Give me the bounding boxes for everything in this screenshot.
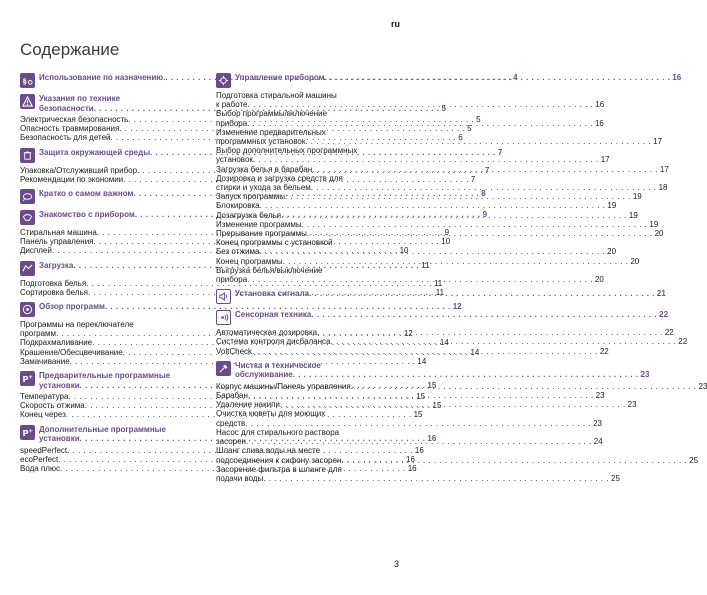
toc-section-title: Загрузка — [39, 260, 74, 270]
toc-page-ref: 12 — [452, 302, 462, 312]
toc-entry-label: подачи воды — [216, 473, 264, 483]
toc-entry-label: Очистка кюветы для моющих — [216, 409, 326, 419]
toc-entry-label: Загрузка белья в барабан — [216, 164, 313, 174]
toc-section-title: Использование по назначению. — [39, 73, 166, 82]
control-icon — [216, 73, 231, 88]
toc-entry-label: средств — [216, 418, 246, 428]
toc-page-ref: 23 — [593, 418, 602, 428]
toc-page-ref: 19 — [628, 210, 638, 220]
toc-section-heading[interactable] — [216, 309, 669, 326]
toc-entry[interactable] — [216, 127, 663, 147]
toc-page-ref: 14 — [439, 338, 449, 348]
dot-leader — [248, 100, 594, 109]
dot-leader — [280, 400, 626, 409]
toc-page-ref: 16 — [414, 445, 424, 455]
toc-page-ref: 12 — [403, 329, 413, 339]
toc-entry-label: Конец через — [20, 410, 66, 420]
appliance-icon — [20, 210, 35, 225]
toc-entry-label: Крашение/Обесцвечивание — [20, 347, 123, 357]
dot-leader — [259, 247, 605, 256]
dot-leader — [311, 310, 657, 320]
toc-entry-label: Выбор программы/включение — [216, 109, 328, 119]
toc-section-title: Кратко о самом важном — [39, 189, 134, 199]
language-code: ru — [391, 19, 400, 29]
toc-entry-label: Прерывание программы — [216, 229, 307, 239]
toc-page-ref: 10 — [399, 246, 409, 256]
toc-entry[interactable] — [216, 192, 642, 202]
toc-entry-label: Рекомендации по экономии — [20, 174, 124, 184]
toc-page-ref: 17 — [600, 155, 610, 165]
toc-page-ref: 14 — [470, 347, 480, 357]
toc-entry-label: Стиральная машина — [20, 228, 97, 238]
toc-entry-label: Изменение программы — [216, 219, 302, 229]
toc-page-ref: 8 — [481, 189, 486, 199]
toc-entry-label: Запуск программы — [216, 192, 286, 202]
toc-section-title: безопасности — [39, 103, 94, 113]
toc-entry-label: Дисплей — [20, 246, 52, 256]
toc-section-title: Дополнительные программные — [39, 424, 166, 434]
toc-page-ref: 16 — [594, 118, 604, 128]
toc-entry-label: Засорение фильтра в шланге для — [216, 464, 342, 474]
toc-section-title: установки — [39, 380, 80, 390]
toc-page-ref: 16 — [672, 73, 682, 82]
speaker-icon — [216, 289, 231, 304]
toc-section-title: обслуживание — [235, 370, 293, 380]
toc-entry-label: подсоединения к сифону засорен — [216, 455, 342, 465]
toc-entry-label: Насос для стирального раствора — [216, 427, 340, 437]
toc-page-ref: 6 — [458, 133, 463, 143]
toc-entry[interactable] — [216, 219, 659, 229]
toc-entry-label: программных установок — [216, 137, 306, 147]
toc-page-ref: 16 — [407, 464, 417, 474]
toc-entry-label: Упаковка/Отслуживший прибор — [20, 165, 138, 175]
toc-page-ref: 17 — [659, 164, 669, 174]
toc-page-ref: 25 — [689, 455, 699, 465]
toc-entry-label: Подкрахмаливание — [20, 338, 93, 348]
toc-entry-label: Замачивание — [20, 356, 70, 366]
toc-entry-label: Барабан — [216, 391, 248, 401]
toc-entry-label: Изменение предварительных — [216, 127, 326, 137]
toc-entry-label: Автоматическая дозировка — [216, 328, 318, 338]
toc-entry-label: к работе — [216, 100, 248, 110]
toc-page-ref: 18 — [658, 183, 668, 193]
toc-page-ref: 15 — [416, 392, 426, 402]
toc-entry-label: Программы на переключателе — [20, 320, 134, 330]
toc-entry-label: Удаление накипи — [216, 400, 280, 410]
toc-page-ref: 22 — [664, 328, 674, 338]
toc-entry-label: Электрическая безопасность — [20, 115, 129, 124]
toc-page-ref: 5 — [467, 124, 472, 134]
toc-page-ref: 10 — [441, 237, 451, 247]
toc-entry-label: программ — [20, 329, 57, 339]
dot-leader — [248, 391, 594, 400]
toc-page-ref: 17 — [653, 137, 663, 147]
toc-entry-label: Панель управления — [20, 237, 94, 247]
usage-icon — [20, 73, 35, 88]
toc-entry-label: Опасность травмирования — [20, 124, 120, 134]
toc-page-ref: 7 — [470, 174, 476, 184]
dot-leader — [311, 183, 657, 192]
dot-leader — [281, 211, 627, 220]
dot-leader — [351, 382, 697, 391]
toc-entry-label: VoltCheck — [216, 346, 253, 356]
toc-page-ref: 19 — [607, 201, 617, 211]
toc-entry-label: стирки и ухода за бельем — [216, 183, 311, 193]
svg-text:§: § — [22, 76, 27, 86]
toc-page-ref: 25 — [611, 473, 620, 483]
dot-leader — [263, 474, 609, 483]
toc-section-title: Предварительные программные — [39, 371, 171, 381]
toc-entry-label: Без отжима — [216, 247, 260, 257]
toc-page-ref: 11 — [435, 287, 445, 297]
svg-text:+: + — [28, 428, 34, 435]
toc-section-title: Сенсорная техника — [235, 310, 312, 320]
toc-entry-label: Температура — [20, 392, 69, 402]
toc-entry-label: Блокировка — [216, 201, 260, 211]
dot-leader — [247, 119, 593, 128]
toc-entry-label: speedPerfect — [20, 445, 68, 455]
toc-page-ref: 9 — [444, 228, 450, 238]
toc-page-ref: 5 — [441, 103, 446, 113]
toc-section-title: установки — [39, 434, 80, 444]
dot-leader — [302, 220, 648, 229]
toc-entry-label: Выбор дополнительных программных — [216, 146, 358, 156]
toc-page-ref: 22 — [599, 346, 609, 356]
sensor-icon — [216, 310, 231, 325]
toc-entry-label: прибора — [216, 118, 248, 128]
toc-section-title: Знакомство с прибором — [39, 210, 135, 220]
dot-leader — [312, 165, 658, 174]
svg-text:P: P — [22, 374, 29, 385]
dot-leader — [252, 347, 598, 356]
toc-page-ref: 24 — [593, 437, 603, 447]
toc-section-title: Обзор программ — [39, 302, 105, 312]
dot-leader — [325, 73, 671, 83]
toc-page-ref: 22 — [678, 337, 688, 347]
toc-entry-label: Система контроля дисбаланса — [216, 337, 331, 347]
toc-entry-label: Дозировка и загрузка средств для — [216, 173, 343, 183]
dot-leader — [307, 229, 653, 238]
toc-page-ref: 23 — [595, 391, 605, 401]
dot-leader — [246, 437, 592, 446]
extra-programs-icon — [20, 425, 35, 440]
svg-text:+: + — [28, 374, 34, 381]
toc-page-ref: 21 — [656, 289, 666, 299]
toc-page-ref: 23 — [698, 381, 707, 391]
toc-entry-label: Выгрузка белья/выключение — [216, 265, 323, 275]
preset-programs-icon — [20, 371, 35, 386]
toc-page-ref: 14 — [417, 356, 427, 366]
toc-entry-label: Скорость отжима — [20, 401, 85, 411]
toc-entry-label: Конец программы с установкой — [216, 238, 333, 248]
toc-entry[interactable] — [216, 164, 669, 174]
toc-page-ref: 22 — [659, 310, 669, 320]
toc-entry-label: Подготовка белья — [20, 278, 87, 288]
dot-leader — [245, 419, 591, 428]
dot-leader — [330, 337, 676, 346]
toc-entry-label: Шланг слива воды на месте — [216, 446, 321, 456]
toc-entry-label: Вода плюс — [20, 464, 60, 474]
toc-page-ref: 15 — [427, 380, 437, 390]
toc-page-ref: 15 — [432, 401, 442, 411]
toc-page-ref: 5 — [476, 115, 481, 124]
dot-leader — [305, 137, 651, 146]
toc-page-ref: 11 — [421, 260, 430, 270]
toc-entry-label: Подготовка стиральной машины — [216, 91, 337, 100]
loading-icon — [20, 261, 35, 276]
toc-page-ref: 16 — [406, 454, 415, 464]
toc-page-ref: 20 — [654, 229, 664, 239]
toc-entry[interactable] — [216, 109, 604, 128]
toc-entry-label: Конец программы — [216, 256, 283, 266]
toc-entry-label: установок — [216, 155, 253, 165]
toc-entry-label: прибора — [216, 275, 248, 285]
toc-page-ref: 7 — [497, 147, 503, 157]
toc-entry[interactable] — [216, 146, 610, 165]
toc-entry-label: Безопасность для детей — [20, 133, 111, 143]
svg-text:P: P — [22, 427, 29, 438]
dot-leader — [293, 370, 639, 380]
environment-icon — [20, 148, 35, 163]
toc-page-ref: 20 — [630, 256, 640, 266]
toc-page-ref: 23 — [640, 370, 650, 380]
brief-icon — [20, 189, 35, 204]
programs-icon — [20, 302, 35, 317]
toc-entry-label: Сортировка белья — [20, 287, 88, 297]
page-title: Содержание — [20, 40, 120, 59]
dot-leader — [317, 328, 663, 337]
toc-page-ref: 19 — [632, 192, 642, 202]
toc-entry[interactable] — [216, 201, 617, 211]
toc-page-ref: 16 — [595, 100, 605, 110]
dot-leader — [253, 155, 599, 164]
toc-entry-label: засорен — [216, 437, 246, 447]
dot-leader — [309, 289, 655, 299]
toc-page-ref: 20 — [594, 275, 604, 285]
dot-leader — [341, 456, 687, 465]
toc-page-ref: 20 — [607, 247, 617, 257]
dot-leader — [285, 192, 631, 201]
cleaning-icon — [216, 361, 231, 376]
toc-section-title: Чистка и техническое — [235, 360, 321, 370]
toc-entry[interactable] — [216, 91, 605, 110]
toc-page-ref: 7 — [484, 165, 490, 175]
toc-entry[interactable] — [216, 210, 638, 220]
toc-section-heading[interactable] — [216, 72, 682, 89]
toc-entry[interactable] — [216, 173, 668, 193]
toc-section-title: Установка сигнала — [235, 289, 310, 299]
dot-leader — [283, 257, 629, 266]
toc-page-ref: 23 — [627, 400, 637, 410]
page-number: 3 — [393, 559, 399, 569]
toc-entry[interactable] — [216, 229, 664, 239]
toc-page-ref: 15 — [413, 410, 423, 420]
toc-page-ref: 4 — [513, 73, 518, 82]
toc-entry-label: ecoPerfect — [20, 454, 59, 464]
warning-icon — [20, 94, 35, 109]
dot-leader — [247, 275, 593, 284]
toc-page-ref: 11 — [433, 278, 443, 288]
toc-entry-label: Корпус машины/Панель управления — [216, 381, 351, 391]
toc-section-title: Защита окружающей среды — [39, 147, 151, 157]
toc-section-title: Управление прибором — [235, 73, 325, 82]
toc-entry-label: Дозагрузка белья — [216, 210, 282, 220]
dot-leader — [260, 201, 606, 210]
toc-page-ref: 16 — [427, 434, 437, 444]
toc-page-ref: 9 — [482, 210, 488, 220]
toc-page-ref: 19 — [649, 219, 659, 229]
toc-section-title: Указания по технике — [39, 94, 121, 103]
